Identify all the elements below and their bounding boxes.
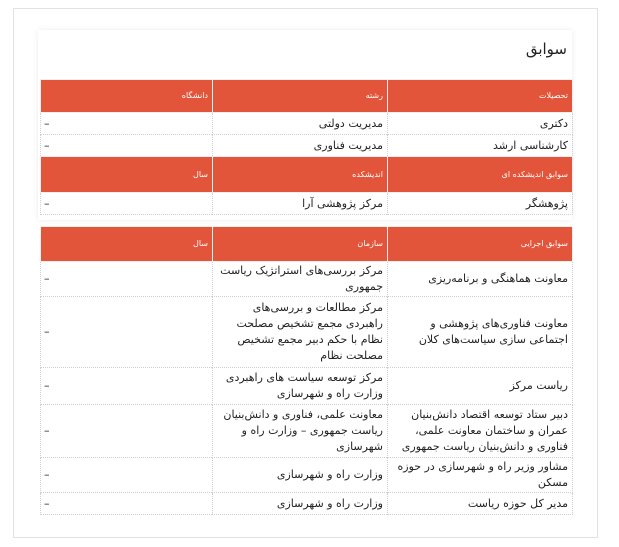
- role-cell: معاونت هماهنگی و برنامه‌ریزی: [388, 262, 573, 297]
- header-field: رشته: [213, 80, 388, 113]
- education-header-row: [41, 80, 573, 113]
- org-cell: مرکز توسعه سیاست های راهبردی وزارت راه و شهرسازی: [213, 368, 388, 405]
- header-thinktank-org: اندیشکده: [213, 157, 388, 193]
- field-cell: مدیریت دولتی: [213, 113, 388, 135]
- executive-table: [40, 226, 573, 515]
- thinktank-header-row: [41, 157, 573, 193]
- year-cell: –: [41, 493, 213, 515]
- table-row: [41, 368, 573, 405]
- field-cell: مدیریت فناوری: [213, 135, 388, 157]
- table-row: [41, 193, 573, 215]
- table-row: [41, 405, 573, 458]
- table-row: [41, 493, 573, 515]
- org-cell: مرکز پژوهشی آرا: [213, 193, 388, 215]
- header-executive-org: سازمان: [213, 227, 388, 262]
- year-cell: –: [41, 458, 213, 493]
- header-university: دانشگاه: [41, 80, 213, 113]
- table-row: [41, 135, 573, 157]
- university-cell: –: [41, 135, 213, 157]
- table-row: [41, 297, 573, 368]
- year-cell: –: [41, 368, 213, 405]
- org-cell: مرکز بررسی‌های استراتژیک ریاست جمهوری: [213, 262, 388, 297]
- table-row: [41, 262, 573, 297]
- header-executive-year: سال: [41, 227, 213, 262]
- header-degree: تحصیلات: [388, 80, 573, 113]
- year-cell: –: [41, 405, 213, 458]
- org-cell: وزارت راه و شهرسازی: [213, 493, 388, 515]
- role-cell: معاونت فناوری‌های پژوهشی و اجتماعی سازی سیاست‌های کلان: [388, 297, 573, 368]
- table-row: [41, 113, 573, 135]
- year-cell: –: [41, 297, 213, 368]
- org-cell: مرکز مطالعات و بررسی‌های راهبردی مجمع تشخیص مصلحت نظام با حکم دبیر مجمع تشخیص مصلحت نظام: [213, 297, 388, 368]
- role-cell: پژوهشگر: [388, 193, 573, 215]
- table-row: [41, 458, 573, 493]
- year-cell: –: [41, 262, 213, 297]
- header-thinktank-role: سوابق اندیشکده ای: [388, 157, 573, 193]
- education-table: [40, 79, 573, 215]
- university-cell: –: [41, 113, 213, 135]
- degree-cell: دکتری: [388, 113, 573, 135]
- role-cell: مشاور وزیر راه و شهرسازی در حوزه مسکن: [388, 458, 573, 493]
- year-cell: –: [41, 193, 213, 215]
- header-executive-role: سوابق اجرایی: [388, 227, 573, 262]
- role-cell: ریاست مرکز: [388, 368, 573, 405]
- section-title: سوابق: [525, 40, 567, 58]
- org-cell: وزارت راه و شهرسازی: [213, 458, 388, 493]
- role-cell: مدیر کل حوزه ریاست: [388, 493, 573, 515]
- degree-cell: کارشناسی ارشد: [388, 135, 573, 157]
- org-cell: معاونت علمی، فناوری و دانش‌بنیان ریاست جمهوری – وزارت راه و شهرسازی: [213, 405, 388, 458]
- role-cell: دبیر ستاد توسعه اقتصاد دانش‌بنیان عمران و ساختمان معاونت علمی، فناوری و دانش‌بنیان ریاست جمهوری: [388, 405, 573, 458]
- header-thinktank-year: سال: [41, 157, 213, 193]
- executive-header-row: [41, 227, 573, 262]
